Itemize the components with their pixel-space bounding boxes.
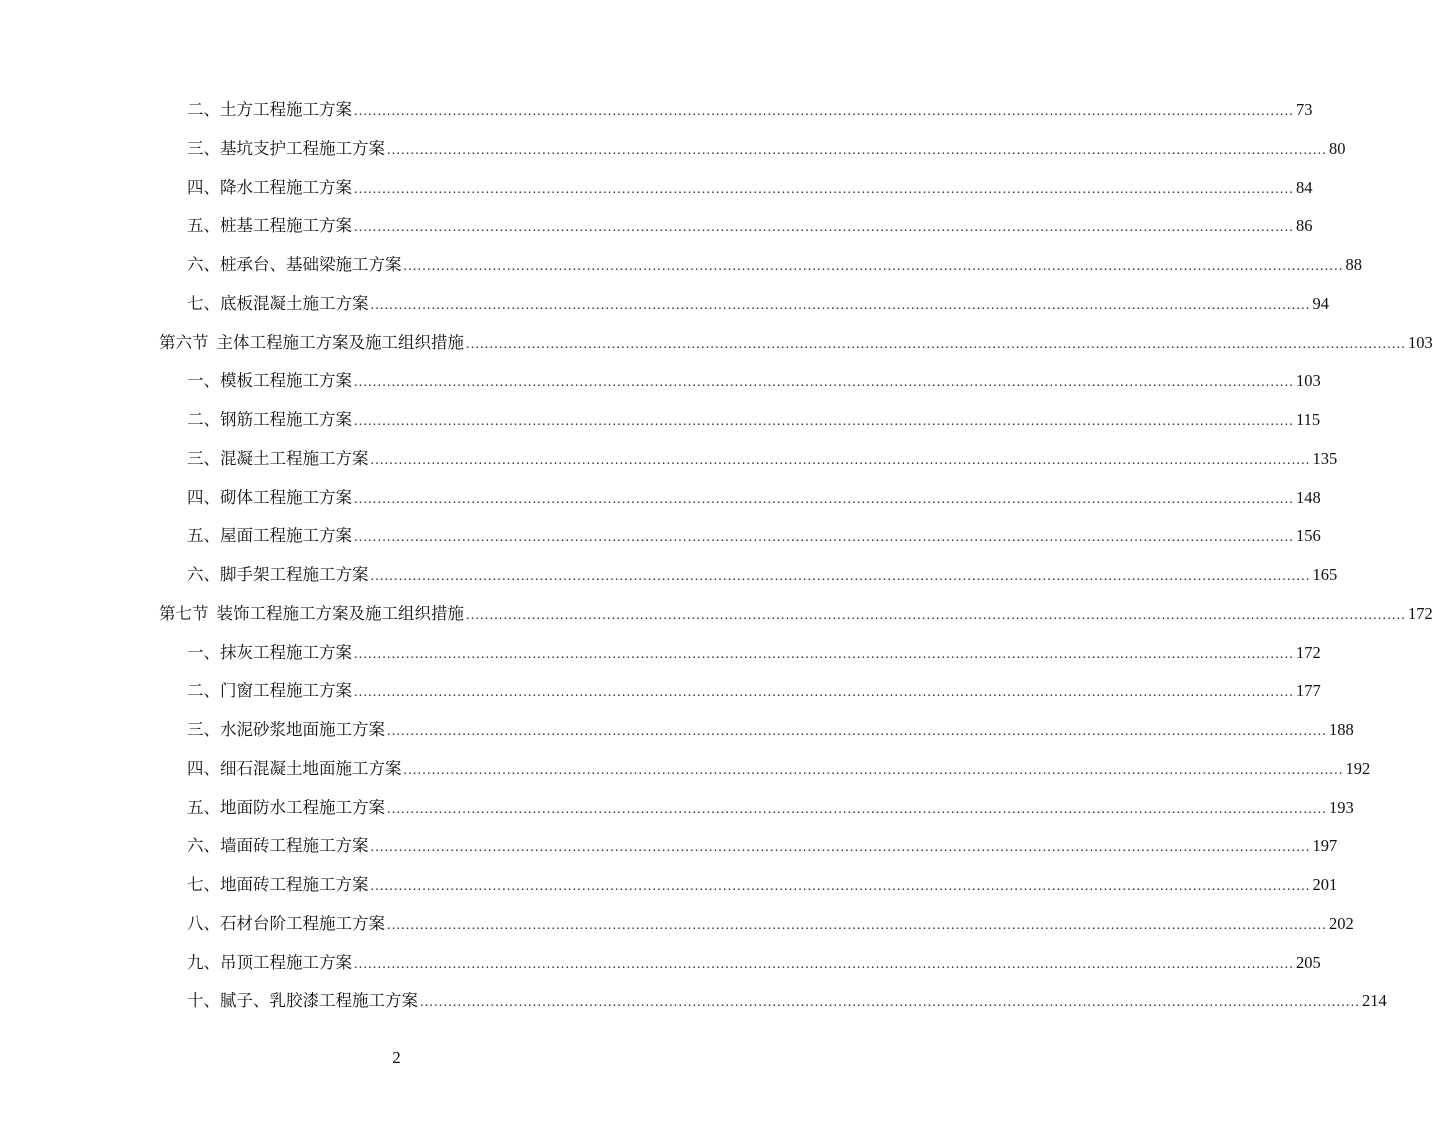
toc-entry-label: 二、钢筋工程施工方案 xyxy=(187,410,352,429)
toc-dot-leader: ........................................................................................................................................................................................................ xyxy=(403,259,1344,274)
toc-entry-title xyxy=(159,331,464,355)
toc-page-number: 135 xyxy=(1312,448,1338,468)
toc-entry[interactable] xyxy=(187,757,1371,781)
toc-entry-title xyxy=(187,641,352,665)
toc-page-number: 86 xyxy=(1296,216,1313,236)
toc-entry-title xyxy=(187,912,385,936)
toc-entry-title xyxy=(187,137,385,161)
toc-entry-label: 四、细石混凝土地面施工方案 xyxy=(187,758,402,778)
toc-dot-leader: ........................................................................................................................................................................................................ xyxy=(354,375,1294,391)
toc-entry-title xyxy=(187,98,352,122)
toc-page-number: 202 xyxy=(1329,913,1354,933)
toc-page-number: 205 xyxy=(1296,952,1321,972)
toc-page-number: 84 xyxy=(1296,177,1313,197)
toc-entry-label: 一、模板工程施工方案 xyxy=(187,371,352,391)
toc-dot-leader: ........................................................................................................................................................................................................ xyxy=(420,995,1360,1011)
toc-entry[interactable] xyxy=(187,563,1338,587)
toc-entry-label: 九、吊顶工程施工方案 xyxy=(187,952,352,972)
toc-entry[interactable] xyxy=(187,989,1387,1013)
toc-page-number: 192 xyxy=(1345,758,1371,778)
toc-entry-title xyxy=(187,757,402,781)
toc-dot-leader: ........................................................................................................................................................................................................ xyxy=(370,452,1311,468)
toc-entry-title xyxy=(187,447,369,471)
toc-entry-label: 三、水泥砂浆地面施工方案 xyxy=(187,720,385,739)
toc-dot-leader: ........................................................................................................................................................................................................ xyxy=(354,646,1294,662)
toc-page-number: 172 xyxy=(1408,603,1433,623)
toc-entry-title xyxy=(187,253,402,277)
toc-entry-title xyxy=(187,214,352,238)
toc-entry-label-heading: 主体工程施工方案及施工组织措施 xyxy=(216,332,464,352)
toc-entry-title xyxy=(187,951,352,975)
toc-entry-label: 二、土方工程施工方案 xyxy=(187,100,352,119)
toc-dot-leader: ........................................................................................................................................................................................................ xyxy=(387,801,1327,817)
toc-page-number: 103 xyxy=(1296,371,1321,391)
toc-entry-title xyxy=(187,524,352,548)
toc-entry-label: 十、腻子、乳胶漆工程施工方案 xyxy=(187,991,418,1011)
toc-entry[interactable] xyxy=(187,951,1321,975)
toc-entry-label: 三、基坑支护工程施工方案 xyxy=(187,138,385,158)
toc-page-number: 188 xyxy=(1329,720,1354,739)
toc-dot-leader: ........................................................................................................................................................................................................ xyxy=(354,181,1294,197)
toc-entry[interactable] xyxy=(187,176,1313,200)
toc-entry-title xyxy=(187,563,369,587)
toc-entry[interactable] xyxy=(187,679,1321,703)
toc-dot-leader: ........................................................................................................................................................................................................ xyxy=(370,840,1311,856)
toc-entry[interactable] xyxy=(187,524,1321,548)
toc-entry-title xyxy=(187,834,369,858)
toc-dot-leader: ........................................................................................................................................................................................................ xyxy=(403,762,1344,778)
toc-dot-leader: ........................................................................................................................................................................................................ xyxy=(370,879,1311,894)
toc-entry-label: 二、门窗工程施工方案 xyxy=(187,681,352,701)
toc-entry[interactable] xyxy=(187,98,1313,122)
toc-dot-leader: ........................................................................................................................................................................................................ xyxy=(370,569,1311,584)
toc-entry-title xyxy=(187,718,385,742)
toc-dot-leader: ........................................................................................................................................................................................................ xyxy=(370,297,1311,313)
toc-entry[interactable] xyxy=(187,641,1321,665)
toc-page-number: 115 xyxy=(1296,410,1321,429)
toc-dot-leader: ........................................................................................................................................................................................................ xyxy=(466,336,1406,352)
toc-dot-leader: ........................................................................................................................................................................................................ xyxy=(354,220,1294,236)
toc-page-number: 197 xyxy=(1312,836,1338,856)
toc-section-entry[interactable] xyxy=(159,602,1433,626)
toc-entry-label: 五、屋面工程施工方案 xyxy=(187,526,352,546)
toc-page-number: 214 xyxy=(1362,991,1387,1011)
toc-section-entry[interactable] xyxy=(159,331,1433,355)
toc-entry-label: 第七节 xyxy=(159,603,209,623)
toc-page-number: 148 xyxy=(1296,487,1321,507)
toc-entry[interactable] xyxy=(187,214,1313,238)
toc-entry[interactable] xyxy=(187,447,1338,471)
toc-dot-leader: ........................................................................................................................................................................................................ xyxy=(354,685,1294,701)
toc-dot-leader: ........................................................................................................................................................................................................ xyxy=(354,491,1294,507)
page-number: 2 xyxy=(392,1048,401,1067)
toc-entry-title xyxy=(187,679,352,703)
toc-entry-label: 六、墙面砖工程施工方案 xyxy=(187,836,369,856)
toc-entry[interactable] xyxy=(187,718,1354,742)
toc-entry-label: 第六节 xyxy=(159,332,209,352)
toc-page-number: 73 xyxy=(1296,100,1313,119)
toc-page-number: 172 xyxy=(1296,642,1321,662)
toc-entry-title xyxy=(187,292,369,316)
toc-page-number: 177 xyxy=(1296,681,1321,701)
toc-entry[interactable] xyxy=(187,253,1362,277)
toc-entry[interactable] xyxy=(187,486,1321,510)
toc-dot-leader: ........................................................................................................................................................................................................ xyxy=(387,142,1327,158)
toc-entry[interactable] xyxy=(187,408,1321,432)
toc-entry-label: 六、脚手架工程施工方案 xyxy=(187,565,369,584)
toc-dot-leader: ........................................................................................................................................................................................................ xyxy=(354,104,1294,119)
toc-entry[interactable] xyxy=(187,873,1338,897)
toc-entry-label: 七、底板混凝土施工方案 xyxy=(187,293,369,313)
toc-entry-title xyxy=(187,873,369,897)
toc-page-number: 103 xyxy=(1408,332,1433,352)
toc-entry-label: 五、地面防水工程施工方案 xyxy=(187,797,385,817)
toc-entry[interactable] xyxy=(187,796,1354,820)
toc-entry-title xyxy=(187,369,352,393)
toc-page-number: 80 xyxy=(1329,138,1346,158)
toc-entry-title xyxy=(159,602,464,626)
toc-entry-label: 四、砌体工程施工方案 xyxy=(187,487,352,507)
toc-dot-leader: ........................................................................................................................................................................................................ xyxy=(354,414,1294,429)
toc-page-number: 156 xyxy=(1296,526,1321,546)
toc-page-number: 88 xyxy=(1345,255,1362,274)
toc-entry[interactable] xyxy=(187,912,1354,936)
toc-entry-title xyxy=(187,796,385,820)
toc-entry[interactable] xyxy=(187,369,1321,393)
toc-page-number: 193 xyxy=(1329,797,1354,817)
toc-entry-title xyxy=(187,408,352,432)
toc-page-number: 94 xyxy=(1312,293,1329,313)
toc-entry-label: 三、混凝土工程施工方案 xyxy=(187,448,369,468)
toc-entry-label: 一、抹灰工程施工方案 xyxy=(187,642,352,662)
toc-entry-label: 四、降水工程施工方案 xyxy=(187,177,352,197)
toc-dot-leader: ........................................................................................................................................................................................................ xyxy=(354,530,1294,546)
toc-entry-title xyxy=(187,989,418,1013)
toc-entry[interactable] xyxy=(187,137,1346,161)
toc-dot-leader: ........................................................................................................................................................................................................ xyxy=(466,607,1406,623)
toc-entry[interactable] xyxy=(187,292,1329,316)
toc-entry[interactable] xyxy=(187,834,1338,858)
toc-entry-title xyxy=(187,176,352,200)
toc-dot-leader: ........................................................................................................................................................................................................ xyxy=(387,724,1327,739)
toc-dot-leader: ........................................................................................................................................................................................................ xyxy=(387,917,1327,933)
toc-entry-label: 五、桩基工程施工方案 xyxy=(187,216,352,236)
toc-entry-label: 六、桩承台、基础梁施工方案 xyxy=(187,255,402,274)
toc-page-number: 201 xyxy=(1312,875,1338,894)
toc-entry-label-heading: 装饰工程施工方案及施工组织措施 xyxy=(216,603,464,623)
toc-entry-label: 八、石材台阶工程施工方案 xyxy=(187,913,385,933)
toc-dot-leader: ........................................................................................................................................................................................................ xyxy=(354,956,1294,972)
toc-entry-label: 七、地面砖工程施工方案 xyxy=(187,875,369,894)
toc-page-number: 165 xyxy=(1312,565,1338,584)
toc-entry-title xyxy=(187,486,352,510)
